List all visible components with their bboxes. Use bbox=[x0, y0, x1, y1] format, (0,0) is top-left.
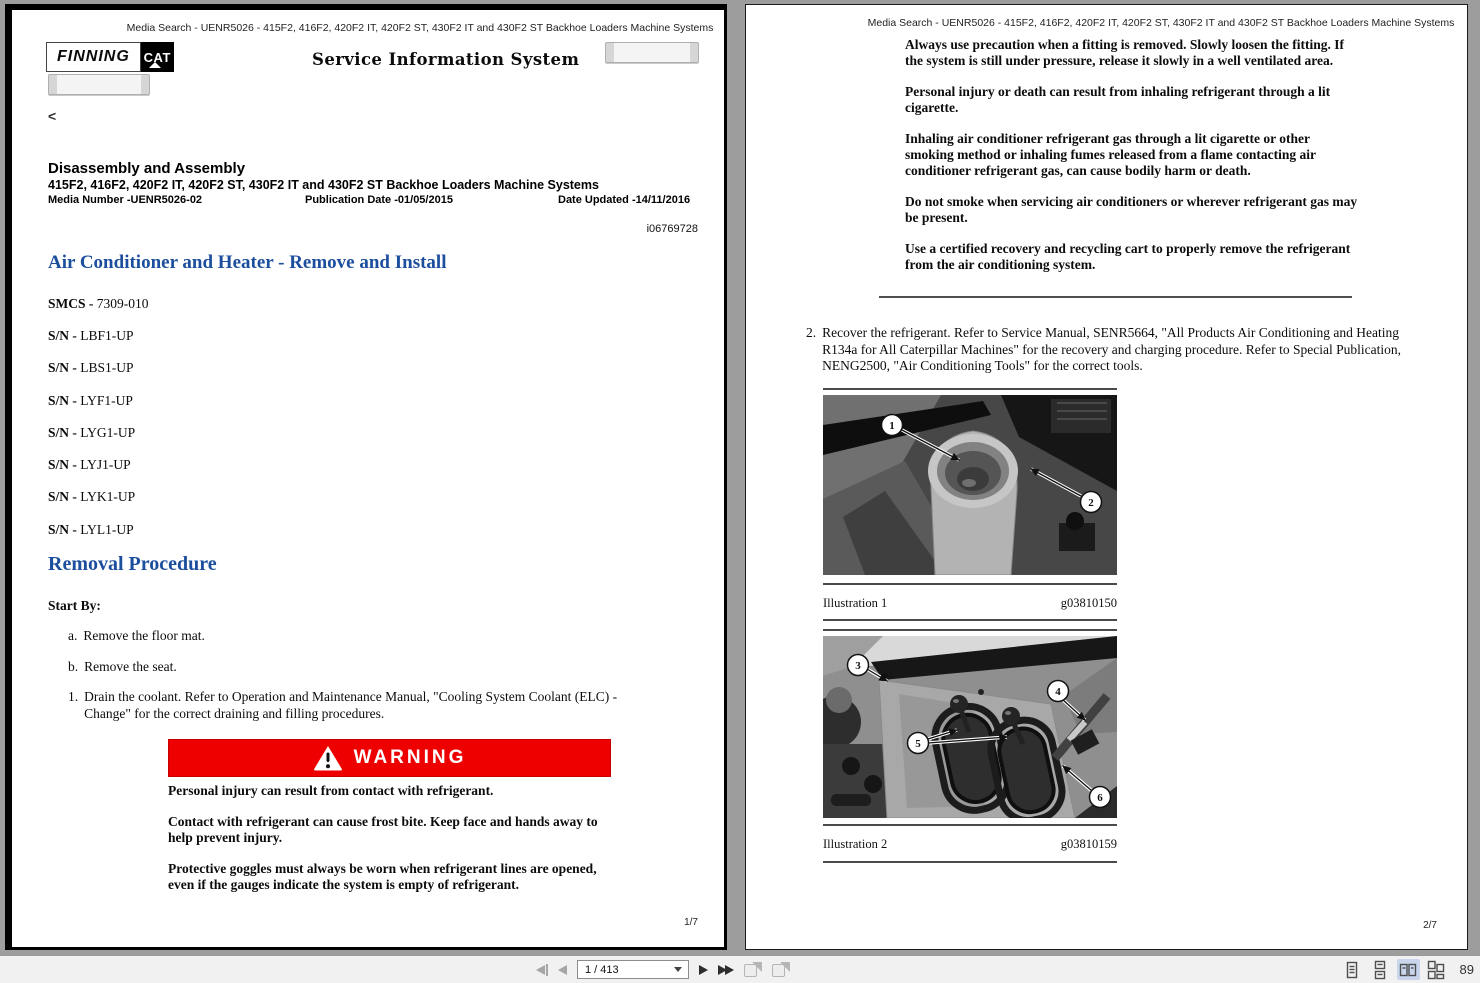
two-page-continuous-view-icon[interactable] bbox=[1425, 959, 1448, 980]
step-text: Recover the refrigerant. Refer to Service Manual, SENR5664, "All Products Air Conditioning and Heating R134a for All Caterpillar Machines" for the recovery and charging procedure. Refer to Special Publication, NENG2500, "Air Conditioning Tools" for the correct tools. bbox=[822, 325, 1401, 373]
step-label: b. bbox=[68, 659, 79, 674]
step-a bbox=[68, 628, 205, 645]
warning-paragraph: Always use precaution when a fitting is removed. Slowly loosen the fitting. If the system is still under pressure, release it slowly in a well ventilated area. bbox=[905, 37, 1345, 68]
removal-procedure-heading: Removal Procedure bbox=[48, 553, 217, 575]
smcs-value: 7309-010 bbox=[96, 296, 149, 311]
svg-text:1: 1 bbox=[889, 420, 895, 432]
publication-date: Publication Date -01/05/2015 bbox=[305, 194, 453, 206]
first-page-icon[interactable] bbox=[536, 964, 548, 976]
step-label: 2. bbox=[806, 325, 817, 340]
page-layout-group bbox=[1341, 956, 1474, 983]
svg-text:2: 2 bbox=[1088, 497, 1094, 509]
previous-view-icon[interactable] bbox=[744, 962, 762, 977]
page-number: 2/7 bbox=[1423, 920, 1437, 931]
sn-line bbox=[48, 425, 135, 441]
sn-label: S/N - bbox=[48, 393, 77, 408]
zoom-level: 89 bbox=[1459, 962, 1474, 977]
callout-5 bbox=[908, 733, 929, 754]
warning-triangle-icon bbox=[313, 745, 343, 771]
divider-rule bbox=[879, 296, 1352, 298]
doc-id: i06769728 bbox=[646, 223, 698, 235]
callout-1 bbox=[882, 415, 903, 436]
warning-paragraph: Do not smoke when servicing air conditioners or wherever refrigerant gas may be present. bbox=[905, 194, 1358, 225]
sn-line bbox=[48, 457, 131, 473]
sn-label: S/N - bbox=[48, 457, 77, 472]
svg-text:5: 5 bbox=[915, 738, 921, 750]
illustration-rule bbox=[823, 629, 1117, 631]
sn-line bbox=[48, 489, 135, 505]
page-number: 1/7 bbox=[684, 917, 698, 928]
header-blank-button-right[interactable] bbox=[605, 42, 699, 63]
section-heading: Air Conditioner and Heater - Remove and Install bbox=[48, 252, 447, 273]
document-subtitle: 415F2, 416F2, 420F2 IT, 420F2 ST, 430F2 IT and 430F2 ST Backhoe Loaders Machine Systems bbox=[48, 178, 599, 192]
header-blank-button-left[interactable] bbox=[48, 74, 150, 95]
illustration-caption-label: Illustration 1 bbox=[823, 596, 888, 610]
single-page-view-icon[interactable] bbox=[1341, 959, 1364, 980]
sn-label: S/N - bbox=[48, 360, 77, 375]
callout-4 bbox=[1048, 681, 1069, 702]
illustration-2-image bbox=[823, 636, 1117, 818]
step-text: Remove the seat. bbox=[84, 659, 177, 674]
sn-line bbox=[48, 522, 134, 538]
svg-text:3: 3 bbox=[855, 660, 861, 672]
svg-text:4: 4 bbox=[1055, 686, 1061, 698]
date-updated: Date Updated -14/11/2016 bbox=[558, 194, 691, 206]
illustration-caption-label: Illustration 2 bbox=[823, 837, 888, 851]
sn-value: LYJ1-UP bbox=[80, 457, 131, 472]
callout-2 bbox=[1081, 492, 1102, 513]
step-text: Remove the floor mat. bbox=[83, 628, 205, 643]
callout-6 bbox=[1090, 787, 1111, 808]
illustration-rule bbox=[823, 861, 1117, 863]
step-label: a. bbox=[68, 628, 78, 643]
illustration-1-caption bbox=[823, 596, 1117, 611]
viewer-toolbar bbox=[0, 955, 1480, 983]
step-text: Drain the coolant. Refer to Operation and Maintenance Manual, "Cooling System Coolant (ELC) - Change" for the correct draining and filling procedures. bbox=[84, 689, 618, 721]
illustration-graphic-id: g03810150 bbox=[1060, 596, 1117, 610]
two-page-view-icon[interactable] bbox=[1397, 959, 1420, 980]
media-search-header: Media Search - UENR5026 - 415F2, 416F2, 420F2 IT, 420F2 ST, 430F2 IT and 430F2 ST Backhoe Loaders Machine Systems bbox=[867, 17, 1455, 29]
sn-value: LYG1-UP bbox=[80, 425, 136, 440]
step-1 bbox=[68, 689, 659, 722]
sn-label: S/N - bbox=[48, 489, 77, 504]
sn-line bbox=[48, 393, 133, 409]
warning-title: WARNING bbox=[353, 747, 467, 768]
chevron-down-icon bbox=[674, 967, 682, 972]
illustration-2-caption bbox=[823, 837, 1117, 852]
page-number-value: 1 / 413 bbox=[585, 963, 619, 976]
warning-paragraph: Personal injury can result from contact with refrigerant. bbox=[168, 783, 494, 798]
finning-cat-logo bbox=[46, 42, 174, 72]
svg-text:6: 6 bbox=[1097, 792, 1103, 804]
sn-value: LYF1-UP bbox=[80, 393, 133, 408]
sn-value: LYL1-UP bbox=[80, 522, 134, 537]
step-2 bbox=[806, 325, 1419, 375]
smcs-line bbox=[48, 296, 149, 312]
sn-line bbox=[48, 328, 134, 344]
step-b bbox=[68, 659, 177, 676]
next-view-icon[interactable] bbox=[772, 962, 790, 977]
illustration-1-image bbox=[823, 395, 1117, 575]
document-page-2 bbox=[745, 4, 1468, 950]
warning-banner bbox=[168, 739, 611, 777]
sis-title: Service Information System bbox=[312, 50, 580, 69]
start-by-label: Start By: bbox=[48, 598, 101, 613]
warning-paragraphs bbox=[168, 783, 618, 908]
sn-line bbox=[48, 360, 134, 376]
sn-label: S/N - bbox=[48, 328, 77, 343]
warning-paragraphs bbox=[905, 37, 1360, 288]
illustration-rule bbox=[823, 619, 1117, 621]
illustration-rule bbox=[823, 583, 1117, 585]
sn-value: LBS1-UP bbox=[80, 360, 134, 375]
cat-logo-text: CAT bbox=[143, 49, 171, 65]
cat-logo-triangle-icon bbox=[149, 62, 161, 68]
media-search-header: Media Search - UENR5026 - 415F2, 416F2, 420F2 IT, 420F2 ST, 430F2 IT and 430F2 ST Backhoe Loaders Machine Systems bbox=[126, 22, 714, 34]
finning-logo-text: FINNING bbox=[46, 42, 141, 72]
warning-paragraph: Inhaling air conditioner refrigerant gas through a lit cigarette or other smoking method or inhaling fumes released from a flame contacting air conditioner refrigerant gas, can cause bodily harm or death. bbox=[905, 131, 1316, 178]
callout-3 bbox=[848, 655, 869, 676]
continuous-view-icon[interactable] bbox=[1369, 959, 1392, 980]
step-label: 1. bbox=[68, 689, 79, 704]
document-page-1 bbox=[5, 4, 727, 950]
warning-paragraph: Use a certified recovery and recycling cart to properly remove the refrigerant from the air conditioning system. bbox=[905, 241, 1351, 272]
warning-paragraph: Contact with refrigerant can cause frost bite. Keep face and hands away to help prevent injury. bbox=[168, 814, 598, 845]
warning-paragraph: Protective goggles must always be worn when refrigerant lines are opened, even if the gauges indicate the system is empty of refrigerant. bbox=[168, 861, 597, 892]
back-link[interactable]: < bbox=[48, 108, 57, 124]
previous-page-icon[interactable] bbox=[558, 965, 567, 975]
smcs-label: SMCS - bbox=[48, 296, 94, 311]
sn-label: S/N - bbox=[48, 522, 77, 537]
illustration-graphic-id: g03810159 bbox=[1060, 837, 1117, 851]
last-page-icon[interactable] bbox=[718, 965, 734, 975]
document-title: Disassembly and Assembly bbox=[48, 160, 246, 177]
cat-logo bbox=[141, 42, 174, 72]
page-navigation-group bbox=[536, 956, 790, 983]
page-number-input[interactable] bbox=[577, 960, 689, 979]
sn-value: LBF1-UP bbox=[80, 328, 134, 343]
media-number: Media Number -UENR5026-02 bbox=[48, 194, 203, 206]
illustration-rule bbox=[823, 388, 1117, 390]
warning-paragraph: Personal injury or death can result from inhaling refrigerant through a lit cigarette. bbox=[905, 84, 1331, 115]
illustration-rule bbox=[823, 824, 1117, 826]
sn-value: LYK1-UP bbox=[80, 489, 136, 504]
sn-label: S/N - bbox=[48, 425, 77, 440]
next-page-icon[interactable] bbox=[699, 965, 708, 975]
